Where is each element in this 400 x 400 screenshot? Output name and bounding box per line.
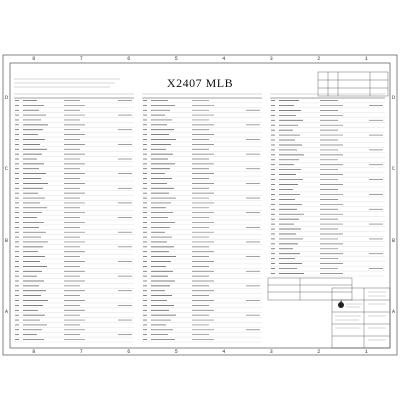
- grid-label: 2: [317, 56, 321, 62]
- grid-label: 6: [127, 56, 131, 62]
- grid-label: 3: [269, 56, 273, 62]
- grid-label: 5: [174, 56, 178, 62]
- grid-label: 1: [364, 349, 368, 355]
- boxed-note: [268, 278, 352, 300]
- grid-label: A: [391, 308, 395, 315]
- sheet-title: X2407 MLB: [166, 76, 234, 90]
- title-block: [332, 288, 390, 348]
- grid-label: 4: [222, 349, 226, 355]
- grid-label: 3: [269, 349, 273, 355]
- grid-label: B: [391, 237, 395, 244]
- page-index-table: [14, 94, 385, 342]
- grid-label: C: [391, 166, 395, 173]
- grid-label: 1: [364, 56, 368, 62]
- grid-label: 4: [222, 56, 226, 62]
- grid-label: 7: [79, 349, 83, 355]
- grid-label: D: [391, 95, 395, 102]
- index-column: [270, 94, 385, 276]
- grid-label: 2: [317, 349, 321, 355]
- grid-label: C: [4, 166, 8, 173]
- grid-label: B: [4, 237, 8, 244]
- index-column: [14, 94, 134, 342]
- company-logo-icon: [338, 301, 344, 308]
- grid-label: 6: [127, 349, 131, 355]
- grid-label: D: [4, 95, 8, 102]
- grid-label: 8: [32, 56, 36, 62]
- index-column: [142, 94, 262, 342]
- grid-label: 7: [79, 56, 83, 62]
- title-block-lines: [335, 292, 386, 340]
- grid-label: 8: [32, 349, 36, 355]
- grid-label: 5: [174, 349, 178, 355]
- grid-label: A: [4, 308, 8, 315]
